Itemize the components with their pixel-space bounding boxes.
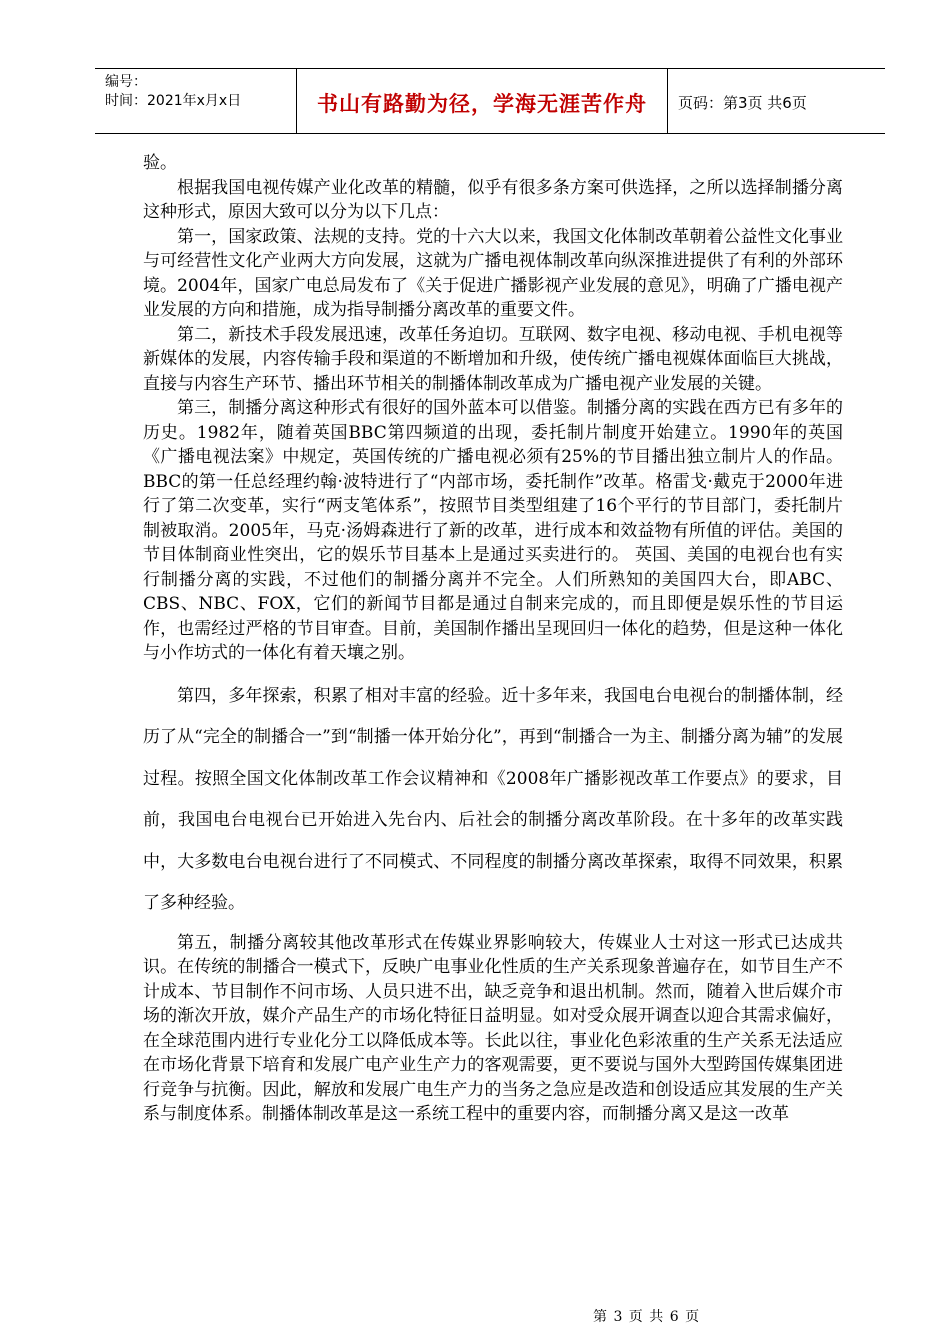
paragraph: 第五，制播分离较其他改革形式在传媒业界影响较大，传媒业人士对这一形式已达成共识。在传统的制播合一模式下，反映广电事业化性质的生产关系现象普遍存在，如节目生产不计成本、节目制作不问市场、人员只进不出，缺乏竞争和退出机制。然而，随着入世后媒介市场的渐次开放，媒介产品生产的市场化特征日益明显。如对受众展开调查以迎合其需求偏好，在全球范围内进行专业化分工以降低成本等。长此以往，事业化色彩浓重的生产关系无法适应在市场化背景下培育和发展广电产业生产力的客观需要，更不要说与国外大型跨国传媒集团进行竞争与抗衡。因此，解放和发展广电生产力的当务之急应是改造和创设适应其发展的生产关系与制度体系。制播体制改革是这一系统工程中的重要内容，而制播分离又是这一改革 (143, 932, 843, 1124)
paragraph: 第一，国家政策、法规的支持。党的十六大以来，我国文化体制改革朝着公益性文化事业与可经营性文化产业两大方向发展，这就为广播电视体制改革向纵深推进提供了有利的外部环境。2004年，国家广电总局发布了《关于促进广播影视产业发展的意见》，明确了广播电视产业发展的方向和措施，成为指导制播分离改革的重要文件。 (143, 226, 843, 320)
header-meta (105, 73, 241, 111)
header-page-info: 页码：第3页 共6页 (678, 94, 807, 112)
paragraph: 第四，多年探索，积累了相对丰富的经验。近十多年来，我国电台电视台的制播体制，经历了从“完全的制播合一”到“制播一体开始分化”，再到“制播合一为主、制播分离为辅”的发展过程。按照全国文化体制改革工作会议精神和《2008年广播影视改革工作要点》的要求，目前，我国电台电视台已开始进入先台内、后社会的制播分离改革阶段。在十多年的改革实践中，大多数电台电视台进行了不同模式、不同程度的制播分离改革探索，取得不同效果，积累了多种经验。 (143, 685, 843, 913)
page-footer: 第 3 页 共 6 页 (593, 1309, 701, 1325)
paragraph: 第三，制播分离这种形式有很好的国外蓝本可以借鉴。制播分离的实践在西方已有多年的历史。1982年，随着英国BBC第四频道的出现，委托制片制度开始建立。1990年的英国《广播电视法案》中规定，英国传统的广播电视必须有25%的节目播出独立制片人的作品。BBC的第一任总经理约翰·波特进行了“内部市场，委托制作”改革。格雷戈·戴克于2000年进行了第二次变革，实行“两支笔体系”，按照节目类型组建了16个平行的节目部门，委托制片制被取消。2005年，马克·汤姆森进行了新的改革，进行成本和效益物有所值的评估。美国的节目体制商业性突出，它的娱乐节目基本上是通过买卖进行的。 英国、美国的电视台也有实行制播分离的实践，不过他们的制播分离并不完全。人们所熟知的美国四大台，即ABC、CBS、NBC、FOX，它们的新闻节目都是通过自制来完成的，而且即便是娱乐性的节目运作，也需经过严格的节目审查。目前，美国制作播出呈现回归一体化的趋势，但是这种一体化与小作坊式的一体化有着天壤之别。 (143, 398, 843, 663)
document-body (143, 151, 843, 1127)
time-label: 时间：2021年x月x日 (105, 93, 242, 109)
paragraph: 验。 (143, 153, 177, 173)
paragraph: 第二，新技术手段发展迅速，改革任务迫切。互联网、数字电视、移动电视、手机电视等新媒体的发展，内容传输手段和渠道的不断增加和升级，使传统广播电视媒体面临巨大挑战，直接与内容生产环节、播出环节相关的制播体制改革成为广播电视产业发展的关键。 (143, 324, 843, 394)
header-divider-right (667, 69, 668, 133)
paragraph: 根据我国电视传媒产业化改革的精髓，似乎有很多条方案可供选择，之所以选择制播分离这种形式，原因大致可以分为以下几点： (143, 177, 843, 222)
page-header (95, 68, 885, 134)
number-label: 编号： (105, 74, 147, 90)
header-motto: 书山有路勤为径，学海无涯苦作舟 (317, 92, 647, 116)
